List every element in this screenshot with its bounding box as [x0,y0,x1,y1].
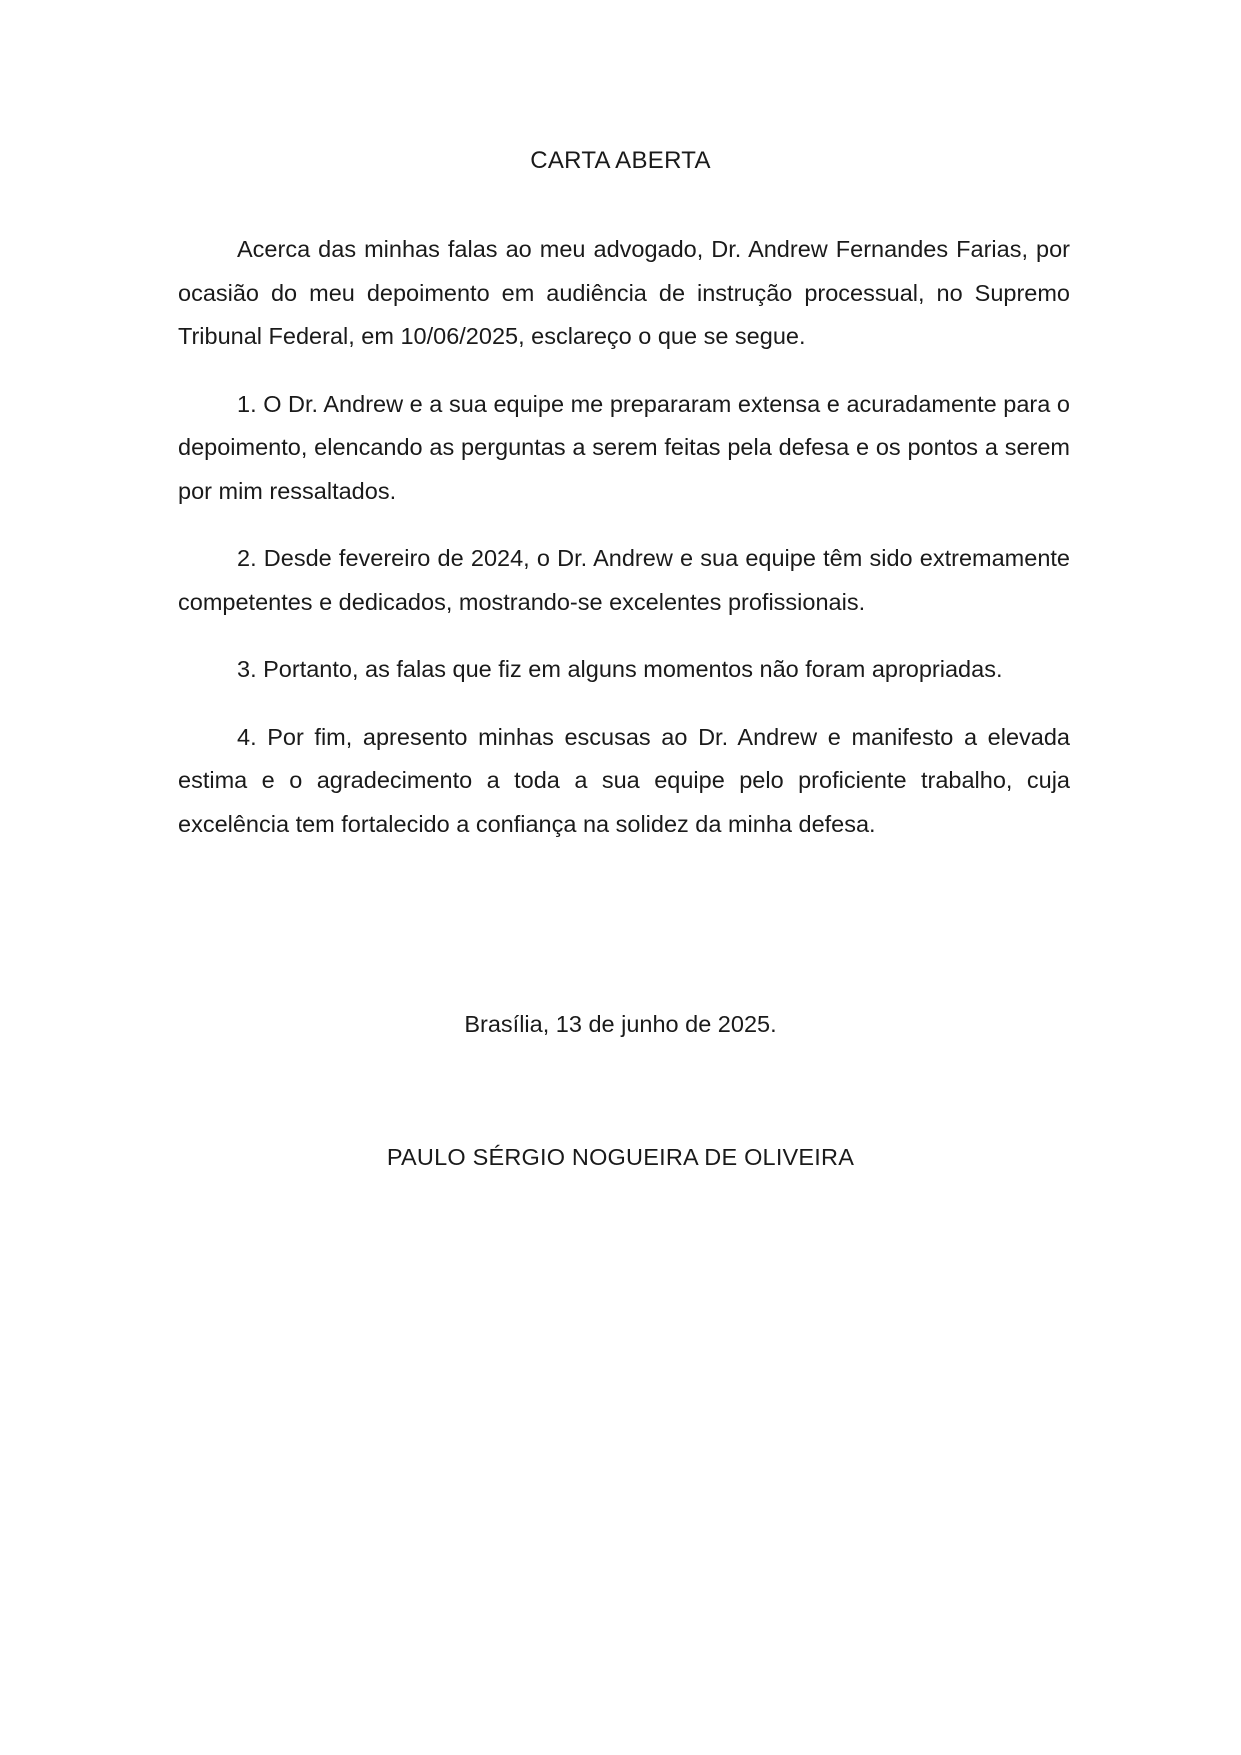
item-2-paragraph: 2. Desde fevereiro de 2024, o Dr. Andrew e sua equipe têm sido extremamente competentes e dedicados, mostrando-se excelentes profissionais. [178,545,1070,615]
item-1-paragraph: 1. O Dr. Andrew e a sua equipe me prepararam extensa e acuradamente para o depoimento, elencando as perguntas a serem feitas pela defesa e os pontos a serem por mim ressaltados. [178,390,1070,504]
signature-name: PAULO SÉRGIO NOGUEIRA DE OLIVEIRA [386,1144,855,1170]
place-and-date: Brasília, 13 de junho de 2025. [464,1011,777,1037]
intro-paragraph: Acerca das minhas falas ao meu advogado, Dr. Andrew Fernandes Farias, por ocasião do meu depoimento em audiência de instrução processual, no Supremo Tribunal Federal, em 10/06/2025, esclareço o que se segue. [178,236,1070,349]
letter-title: CARTA ABERTA [530,147,711,174]
item-3-paragraph: 3. Portanto, as falas que fiz em alguns momentos não foram apropriadas. [237,656,1003,682]
letter-body [178,228,1070,870]
item-4-paragraph: 4. Por fim, apresento minhas escusas ao Dr. Andrew e manifesto a elevada estima e o agradecimento a toda a sua equipe pelo proficiente trabalho, cuja excelência tem fortalecido a confiança na solidez da minha defesa. [178,723,1070,837]
